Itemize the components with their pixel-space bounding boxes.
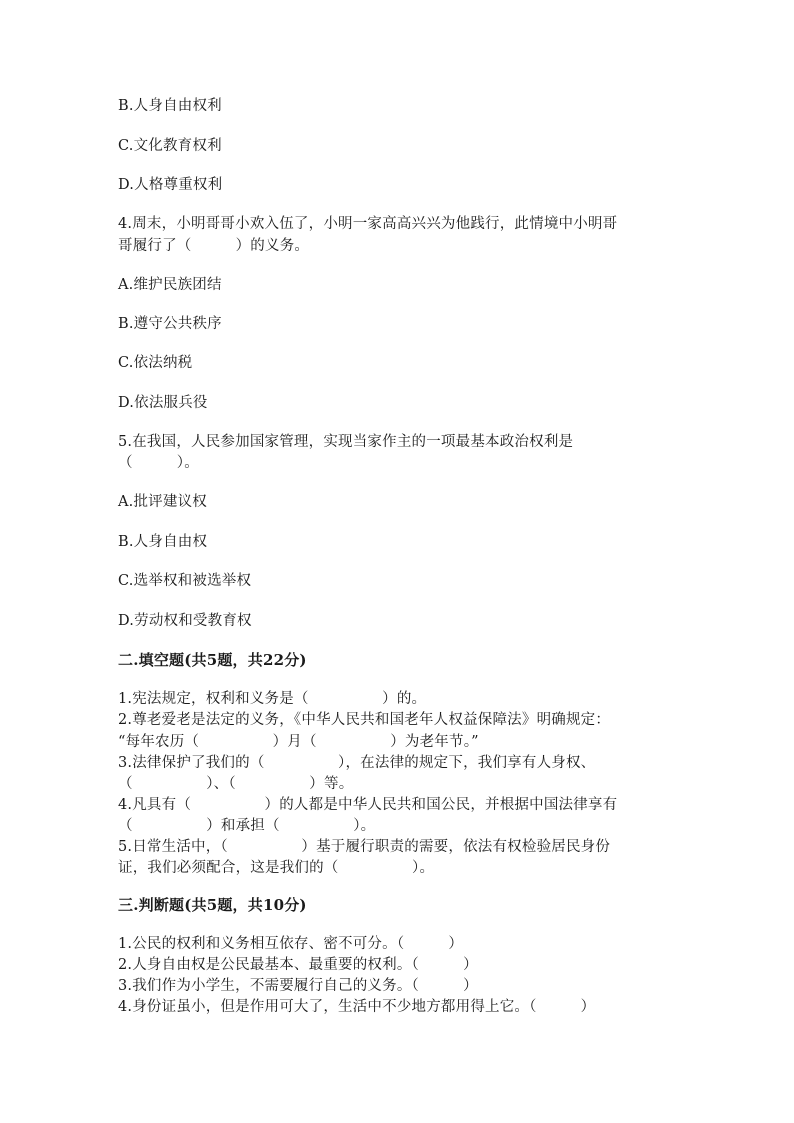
q4-option-c: C.依法纳税 — [118, 355, 193, 371]
fill-line: （ ）、（ ）等。 — [118, 776, 354, 792]
q4-option-d: D.依法服兵役 — [118, 395, 208, 411]
fill-line: 4.凡具有（ ）的人都是中华人民共和国公民，并根据中国法律享有 — [118, 797, 618, 813]
fill-line: 1.宪法规定，权利和义务是（ ）的。 — [118, 691, 427, 707]
fill-line: 3.法律保护了我们的（ ），在法律的规定下，我们享有人身权、 — [118, 755, 596, 771]
fill-line: 5.日常生活中，（ ）基于履行职责的需要，依法有权检验居民身份 — [118, 839, 611, 855]
fill-line: 2.尊老爱老是法定的义务，《中华人民共和国老年人权益保障法》明确规定： — [118, 712, 611, 728]
judge-line: 1.公民的权利和义务相互依存、密不可分。（ ） — [118, 936, 464, 952]
q5-option-c: C.选举权和被选举权 — [118, 573, 252, 589]
q5-option-b: B.人身自由权 — [118, 534, 208, 550]
q4-option-b: B.遵守公共秩序 — [118, 316, 222, 332]
q3-option-b: B.人身自由权利 — [118, 98, 222, 114]
fill-line: 证，我们必须配合，这是我们的（ ）。 — [118, 860, 435, 876]
q4-option-a: A.维护民族团结 — [118, 277, 222, 293]
q5-stem-line2: （ ）。 — [118, 455, 199, 471]
q5-option-a: A.批评建议权 — [118, 494, 207, 510]
q4-stem-line2: 哥履行了（ ）的义务。 — [118, 238, 310, 254]
judge-line: 2.人身自由权是公民最基本、最重要的权利。（ ） — [118, 957, 478, 973]
q3-option-d: D.人格尊重权利 — [118, 177, 223, 193]
fill-section-heading: 二.填空题(共5题，共22分) — [118, 651, 307, 669]
judge-line: 3.我们作为小学生，不需要履行自己的义务。（ ） — [118, 978, 478, 994]
fill-line: （ ）和承担（ ）。 — [118, 818, 376, 834]
q5-stem-line1: 5.在我国，人民参加国家管理，实现当家作主的一项最基本政治权利是 — [118, 434, 574, 450]
q5-option-d: D.劳动权和受教育权 — [118, 613, 252, 629]
q4-stem-line1: 4.周末，小明哥哥小欢入伍了，小明一家高高兴兴为他践行，此情境中小明哥 — [118, 216, 618, 232]
q3-option-c: C.文化教育权利 — [118, 138, 222, 154]
fill-line: “每年农历（ ）月（ ）为老年节。” — [118, 734, 479, 750]
judge-section-heading: 三.判断题(共5题，共10分) — [118, 896, 307, 914]
judge-line: 4.身份证虽小，但是作用可大了，生活中不少地方都用得上它。（ ） — [118, 999, 596, 1015]
